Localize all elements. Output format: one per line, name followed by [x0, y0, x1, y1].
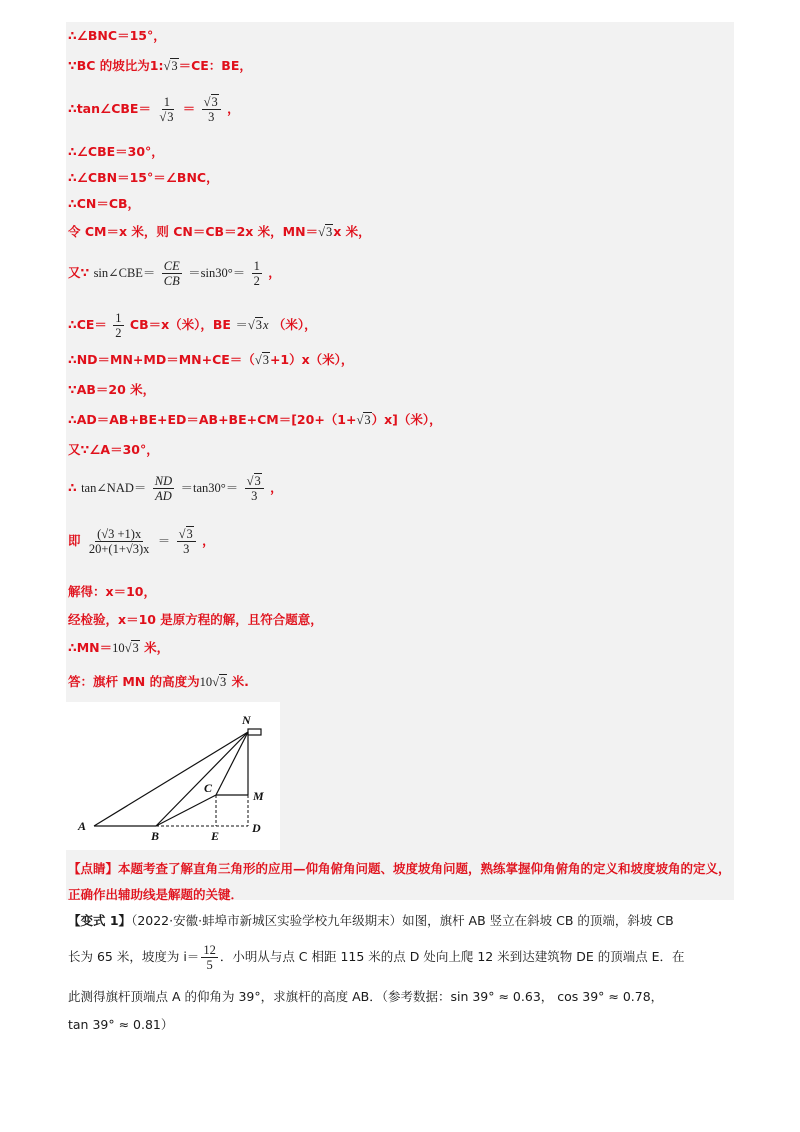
solution-line-12: ∴AD＝AB+BE+ED＝AB+BE+CM＝[20+（1+√3）x]（米）， [68, 412, 442, 427]
variant-line-4: tan 39° ≈ 0.81） [68, 1017, 174, 1032]
solution-line-2: ∵BC 的坡比为1:√3＝CE：BE， [68, 58, 252, 73]
solution-line-4: ∴∠CBE＝30°， [68, 144, 164, 159]
flag-rect [248, 729, 261, 735]
solution-line-7: 令 CM＝x 米，则 CN＝CB＝2x 米，MN＝√3x 米， [68, 224, 371, 239]
solution-line-14: ∴ tan∠NAD＝ $\frac{ND}{AD}$ ＝tan30°＝ $\frac{√3}{3}$ ， [68, 474, 283, 503]
comment-paragraph [68, 856, 736, 908]
solution-line-1: ∴∠BNC＝15°， [68, 28, 166, 43]
solution-line-17: 经检验，x＝10 是原方程的解，且符合题意， [68, 612, 323, 627]
solution-line-16: 解得：x＝10， [68, 584, 156, 599]
solution-line-19: 答：旗杆 MN 的高度为10√3 米. [68, 674, 249, 689]
comment-text: 本题考查了解直角三角形的应用—仰角俯角问题、坡度坡角问题，熟练掌握仰角俯角的定义和坡度坡角的定义，正确作出辅助线是解题的关键． [68, 861, 731, 902]
comment-tag: 【点睛】 [68, 861, 119, 876]
solution-line-5: ∴∠CBN＝15°＝∠BNC， [68, 170, 219, 185]
line-BC [156, 795, 216, 826]
solution-line-18: ∴MN＝10√3 米， [68, 640, 170, 655]
solution-line-13: 又∵∠A＝30°， [68, 442, 159, 457]
label-D: D [252, 821, 261, 835]
label-B: B [151, 829, 160, 843]
variant-line-1: 【变式 1】（2022·安徽·蚌埠市新城区实验学校九年级期末）如图，旗杆 AB 竖立在斜坡 CB 的顶端，斜坡 CB [68, 913, 674, 928]
solution-line-8: 又∵ sin∠CBE＝ $\frac{CE}{CB}$ ＝sin30°＝ $\frac{1}{2}$ ， [68, 259, 281, 288]
variant-line-3: 此测得旗杆顶端点 A 的仰角为 39°，求旗杆的高度 AB．（参考数据：sin 39° ≈ 0.63， cos 39° ≈ 0.78， [68, 989, 664, 1004]
geometry-diagram [66, 702, 280, 850]
solution-line-3: ∴tan∠CBE＝ $\frac{1}{√3}$ ＝ $\frac{√3}{3}$ ， [68, 95, 240, 124]
variant-tag: 【变式 1】 [68, 913, 132, 928]
label-E: E [211, 829, 220, 843]
solution-line-6: ∴CN＝CB， [68, 196, 141, 211]
label-M: M [253, 789, 264, 803]
line-AN [94, 732, 248, 826]
variant-line-2: 长为 65 米，坡度为 i＝ $\frac{12}{5}$ ．小明从与点 C 相距 115 米的点 D 处向上爬 12 米到达建筑物 DE 的顶端点 E．在 [68, 943, 685, 972]
solution-line-11: ∵AB＝20 米， [68, 382, 156, 397]
label-N: N [242, 713, 251, 727]
label-A: A [78, 819, 87, 833]
solution-line-10: ∴ND＝MN+MD＝MN+CE＝（√3+1）x（米）， [68, 352, 354, 367]
geometry-diagram-svg [66, 702, 280, 850]
solution-line-9: ∴CE＝ $\frac{1}{2}$ CB＝x（米），BE ＝√3x （米）， [68, 311, 317, 340]
label-C: C [204, 781, 213, 795]
solution-line-15: 即 $\frac{(√3 +1)x}{20+(1+√3)x}$ ＝ $\frac{√3}{3}$ ， [68, 527, 215, 556]
line-BN [156, 732, 248, 826]
